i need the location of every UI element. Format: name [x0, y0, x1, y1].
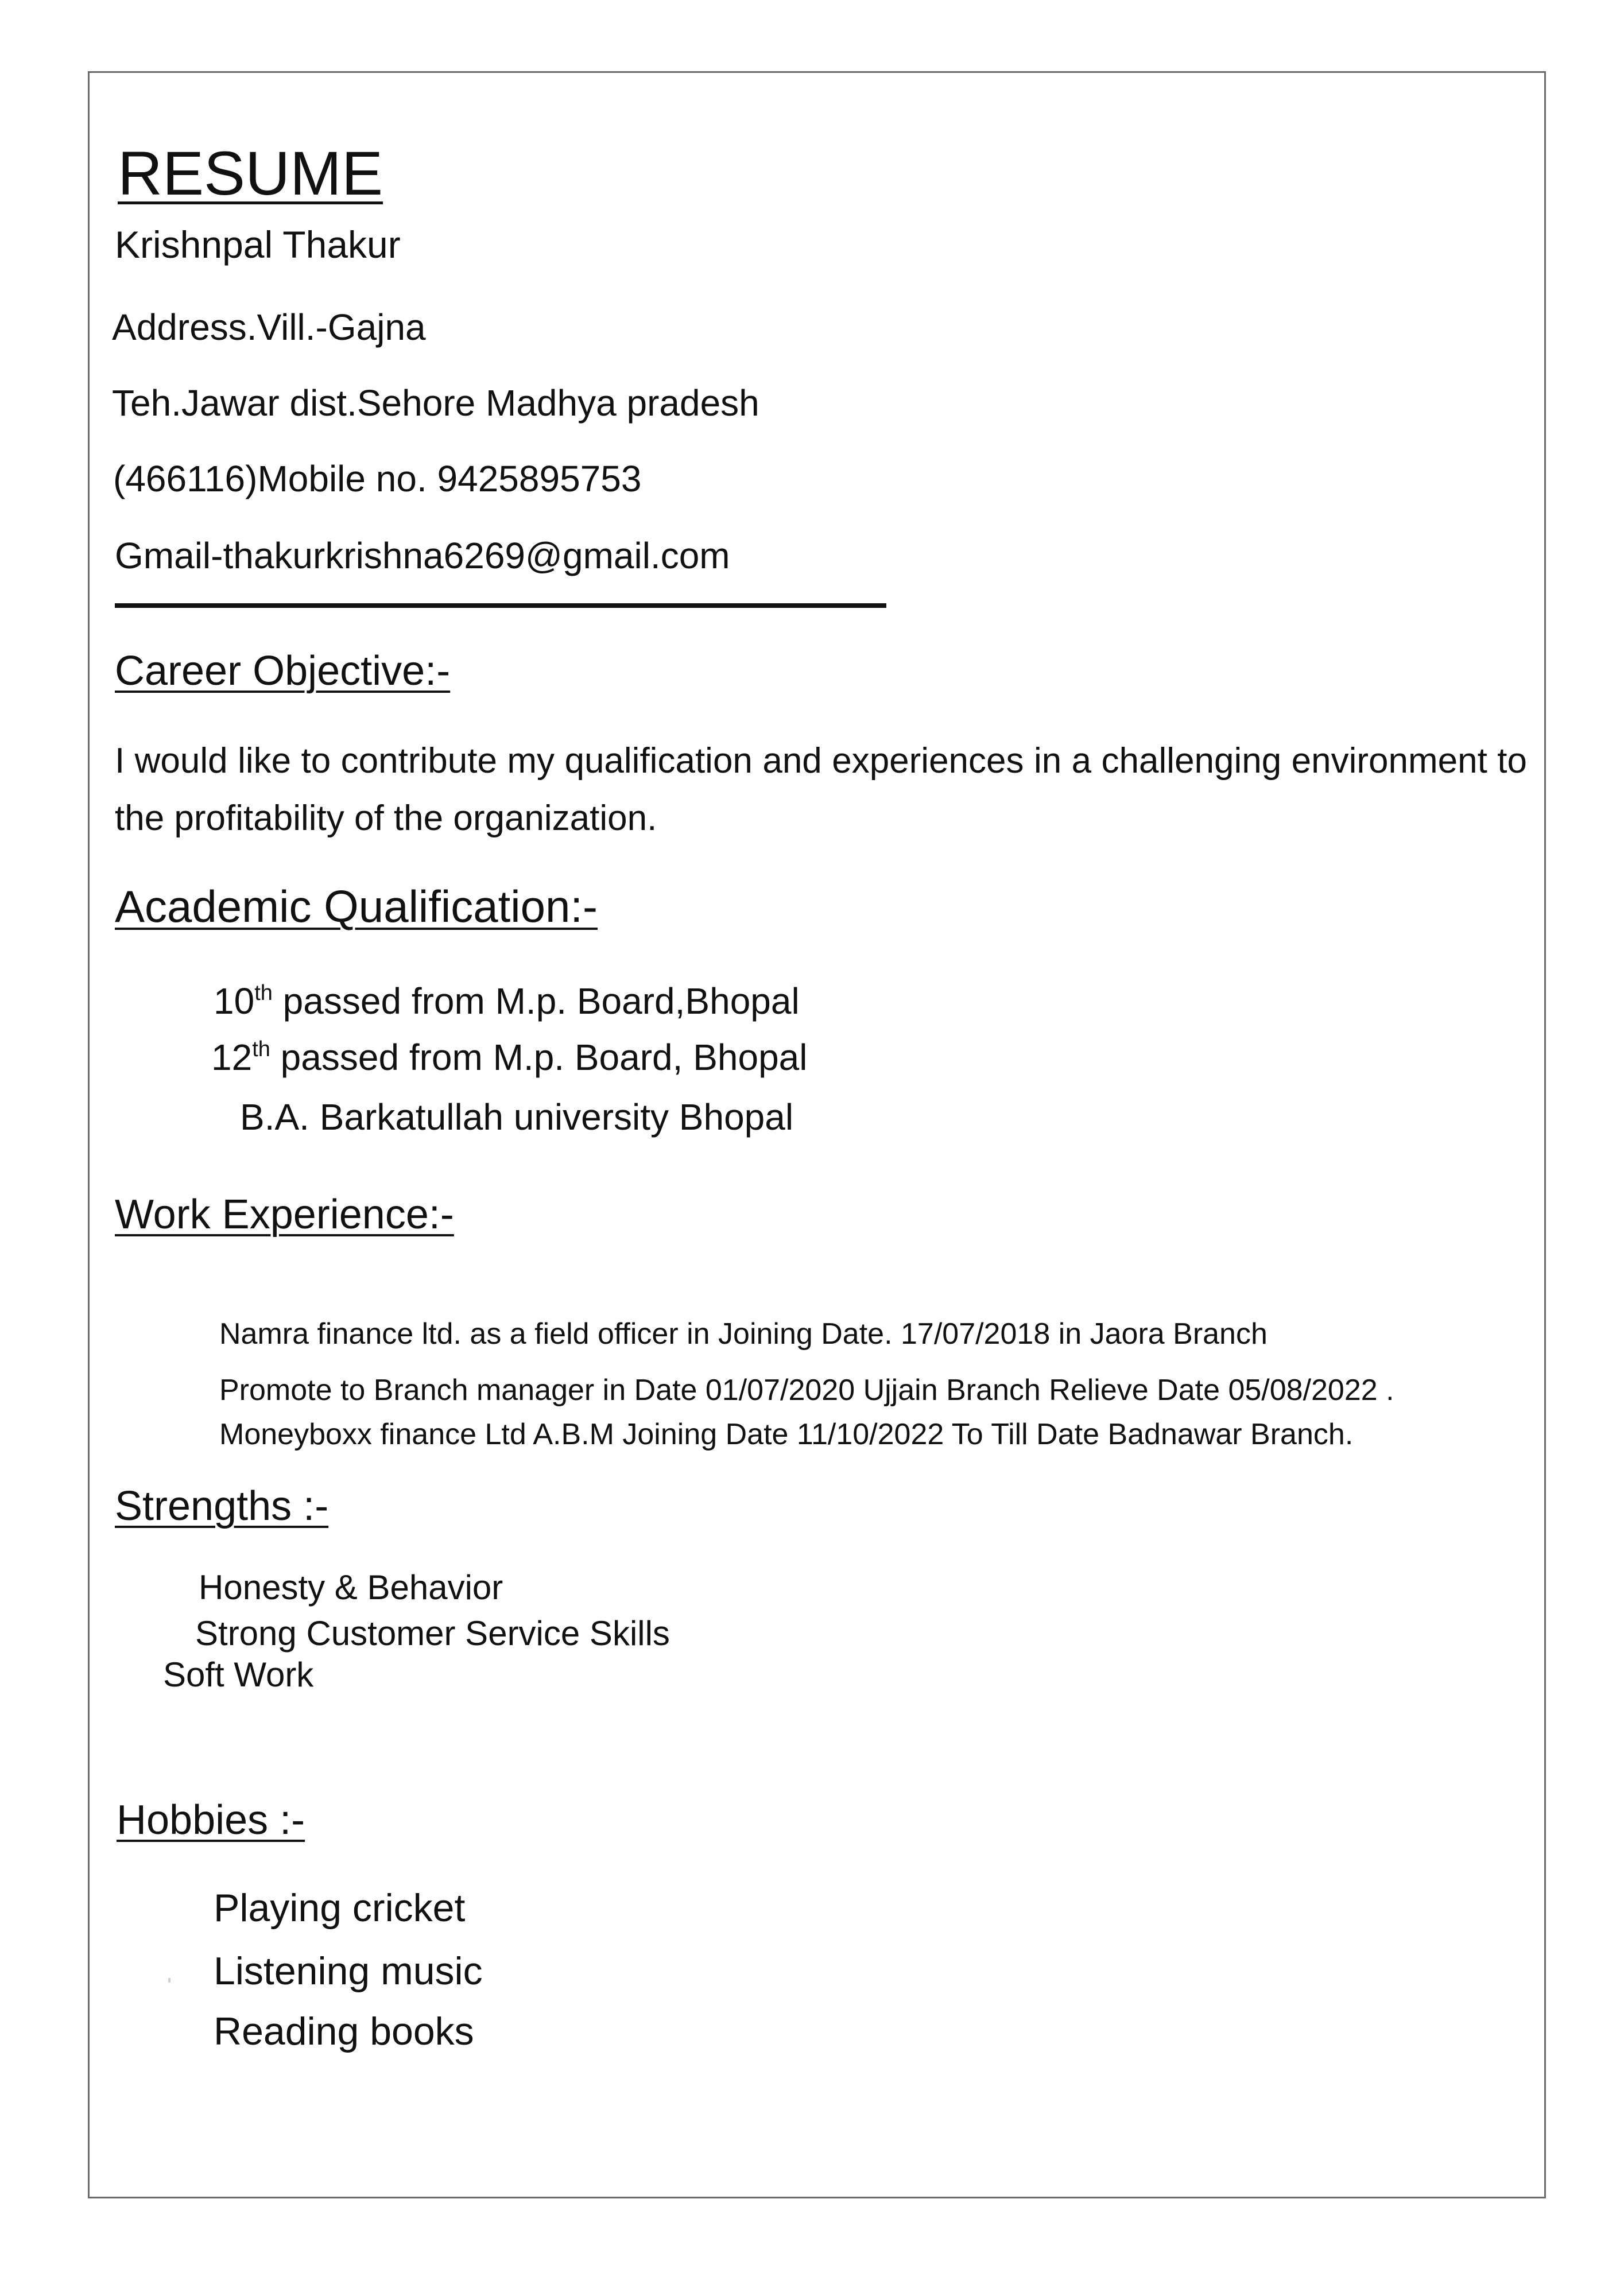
qualification-item: [240, 1096, 794, 1138]
career-objective-text: I would like to contribute my qualification and experiences in a challenging environment to the profitability of the organization.: [115, 741, 1527, 838]
strengths-heading: Strengths :-: [115, 1483, 329, 1529]
hobby-item: Playing cricket: [214, 1886, 466, 1930]
address-line-2: Teh.Jawar dist.Sehore Madhya pradesh: [112, 382, 759, 424]
qualification-grade-suffix: th: [252, 1037, 270, 1061]
qualification-item: [211, 1039, 807, 1076]
hobbies-heading: Hobbies :-: [117, 1797, 305, 1843]
work-experience-heading: Work Experience:-: [115, 1192, 454, 1238]
resume-title: RESUME: [118, 138, 383, 208]
scan-speck: [168, 1978, 170, 1983]
work-item: Moneyboxx finance Ltd A.B.M Joining Date 11/10/2022 To Till Date Badnawar Branch.: [219, 1418, 1354, 1451]
work-item: Namra finance ltd. as a field officer in Joining Date. 17/07/2018 in Jaora Branch: [219, 1317, 1268, 1351]
academic-heading: Academic Qualification:-: [115, 881, 598, 932]
career-objective-heading: Career Objective:-: [115, 648, 451, 694]
work-item: Promote to Branch manager in Date 01/07/2020 Ujjain Branch Relieve Date 05/08/2022 .: [219, 1374, 1394, 1407]
mobile-number: (466116)Mobile no. 9425895753: [113, 458, 642, 499]
qualification-grade: 10: [214, 980, 255, 1022]
hobby-item: Reading books: [214, 2010, 474, 2053]
qualification-grade: 12: [211, 1037, 253, 1078]
qualification-text: B.A. Barkatullah university Bhopal: [240, 1096, 794, 1138]
strength-item: Honesty & Behavior: [199, 1568, 503, 1607]
email-address: Gmail-thakurkrishna6269@gmail.com: [115, 535, 730, 576]
qualification-text: passed from M.p. Board, Bhopal: [270, 1037, 808, 1078]
hobby-item: Listening music: [214, 1949, 483, 1993]
address-line-1: Address.Vill.-Gajna: [112, 307, 426, 348]
candidate-name: Krishnpal Thakur: [115, 223, 401, 266]
header-divider: [115, 603, 886, 608]
qualification-item: [214, 980, 800, 1022]
strength-item: Soft Work: [163, 1655, 314, 1694]
strength-item: Strong Customer Service Skills: [195, 1614, 670, 1653]
qualification-text: passed from M.p. Board,Bhopal: [272, 980, 800, 1022]
qualification-grade-suffix: th: [254, 981, 273, 1005]
